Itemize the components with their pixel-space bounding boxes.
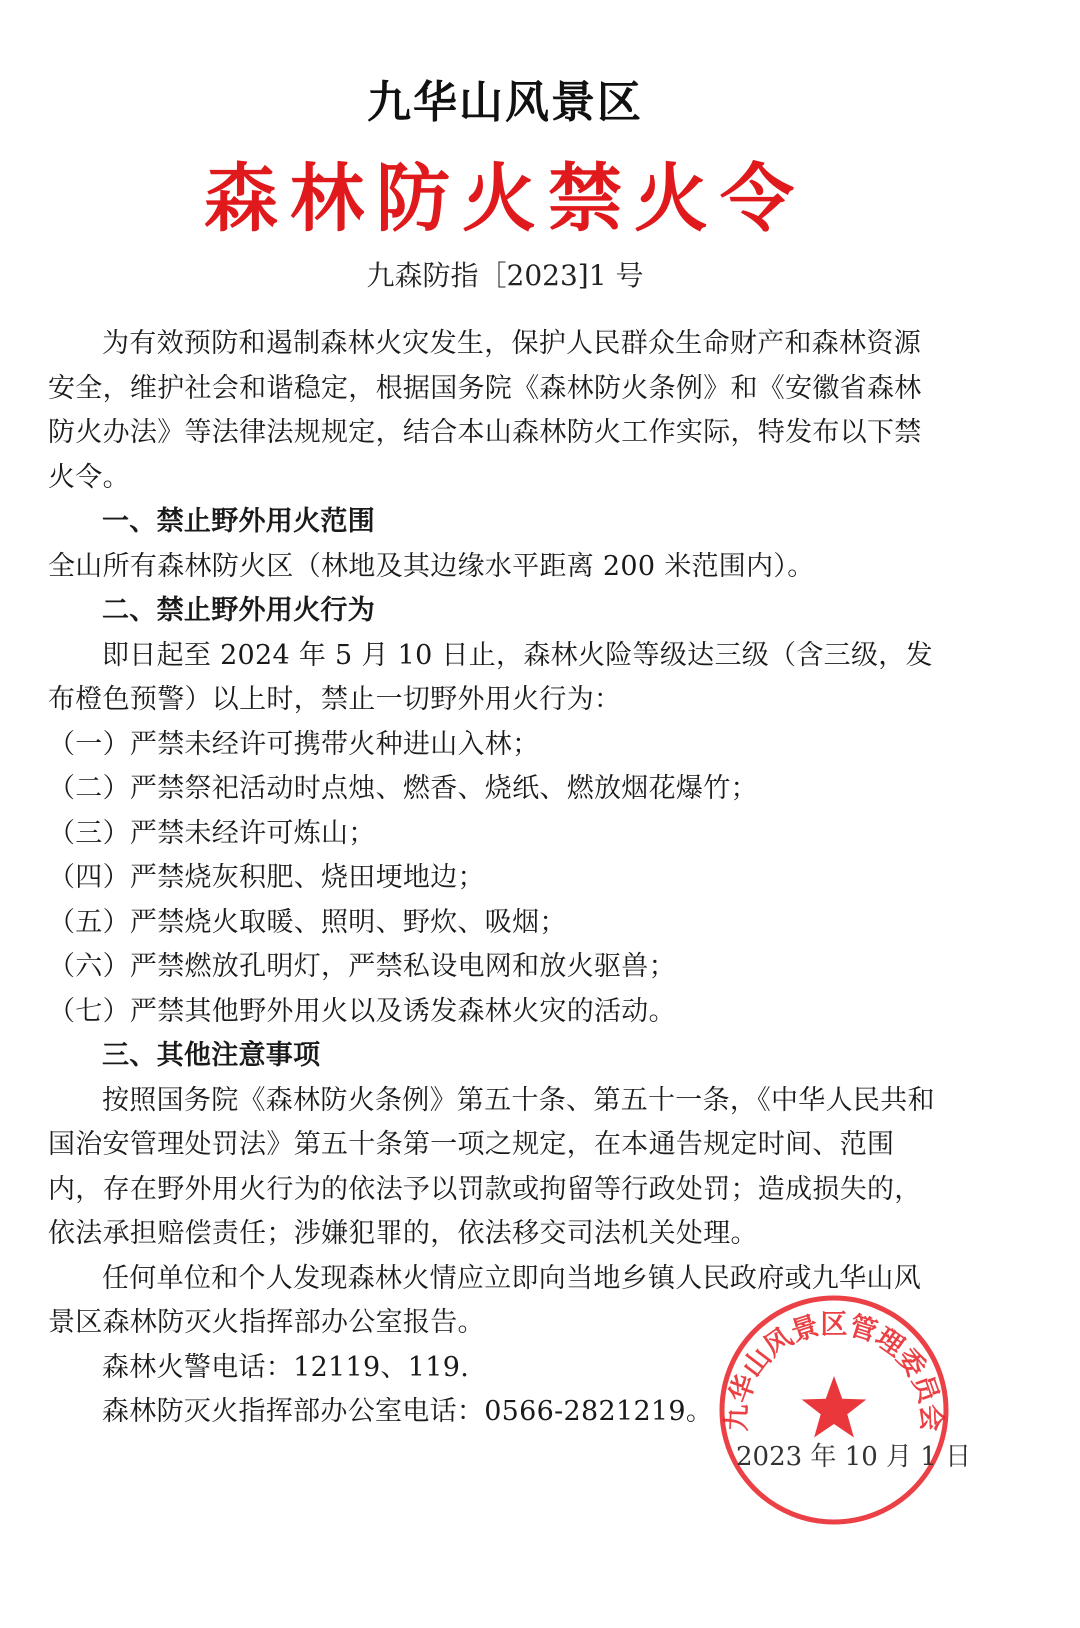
prohibition-item: （五）严禁烧火取暖、照明、野炊、吸烟；: [48, 906, 567, 938]
fire-alarm-phone: 森林火警电话：12119、119.: [102, 1351, 470, 1383]
page-title: 森林防火禁火令: [204, 156, 806, 242]
section-heading-scope: 一、禁止野外用火范围: [102, 506, 375, 537]
section-heading-behaviors: 二、禁止野外用火行为: [102, 595, 375, 626]
prohibition-item: （六）严禁燃放孔明灯，严禁私设电网和放火驱兽；: [48, 951, 676, 982]
prohibition-item: （七）严禁其他野外用火以及诱发森林火灾的活动。: [48, 995, 676, 1027]
official-seal: [716, 1292, 952, 1528]
section-behaviors-intro: 即日起至 2024 年 5 月 10 日止，森林火险等级达三级（含三级，发布橙色预警）以上时，禁止一切野外用火行为：: [48, 639, 933, 715]
prohibition-item: （二）严禁祭祀活动时点烛、燃香、烧纸、燃放烟花爆竹；: [48, 773, 758, 804]
seal-star-icon: [802, 1376, 867, 1438]
section-scope-text: 全山所有森林防火区（林地及其边缘水平距离 200 米范围内）。: [48, 550, 815, 582]
penalty-paragraph: 按照国务院《森林防火条例》第五十条、第五十一条，《中华人民共和国治安管理处罚法》第五十条第一项之规定，在本通告规定时间、范围内，存在野外用火行为的依法予以罚款或拘留等行政处罚；造成损失的，依法承担赔偿责任；涉嫌犯罪的，依法移交司法机关处理。: [48, 1084, 935, 1249]
intro-paragraph: 为有效预防和遏制森林火灾发生，保护人民群众生命财产和森林资源安全，维护社会和谐稳定，根据国务院《森林防火条例》和《安徽省森林防火办法》等法律法规规定，结合本山森林防火工作实际，特发布以下禁火令。: [48, 328, 922, 493]
report-paragraph: 任何单位和个人发现森林火情应立即向当地乡镇人民政府或九华山风景区森林防灭火指挥部办公室报告。: [48, 1262, 921, 1338]
organization-title: 九华山风景区: [367, 77, 643, 128]
prohibition-item: （四）严禁烧灰积肥、烧田埂地边；: [48, 862, 485, 893]
document-number: 九森防指［2023]1 号: [366, 259, 644, 292]
document-body: [48, 322, 948, 1435]
prohibition-item: （三）严禁未经许可炼山；: [48, 817, 376, 849]
issue-date: 2023 年 10 月 1 日: [736, 1442, 972, 1472]
seal-text: 九华山风景区管理委员会: [721, 1309, 947, 1432]
office-phone: 森林防灭火指挥部办公室电话：0566-2821219。: [102, 1396, 714, 1427]
section-heading-notes: 三、其他注意事项: [102, 1040, 321, 1071]
prohibition-item: （一）严禁未经许可携带火种进山入林；: [48, 728, 540, 760]
